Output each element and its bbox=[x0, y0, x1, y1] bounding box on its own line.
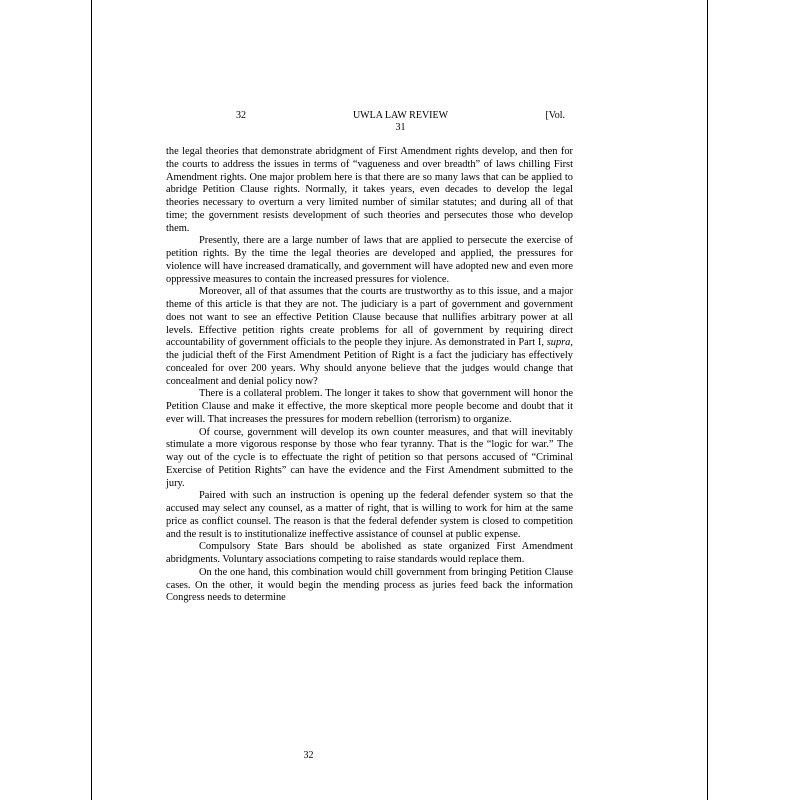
paragraph bbox=[166, 286, 573, 388]
running-header bbox=[236, 110, 565, 122]
paragraph bbox=[166, 388, 573, 426]
paragraph-text: , the judicial theft of the First Amendment Petition of Right is a fact the judiciary has effectively concealed for over 200 years. Why should anyone believe that the judges would change that concealment and denial policy now? bbox=[166, 337, 573, 387]
paragraph-text: Of course, government will develop its own counter measures, and that will inevitably stimulate a more vigorous response by those who fear tyranny. That is the “logic for war.” The way out of the cycle is to effectuate the right of petition so that persons accused of “Criminal Exercise of Petition Rights” can have the evidence and the First Amendment submitted to the jury. bbox=[166, 426, 573, 489]
paragraph-text: There is a collateral problem. The longer it takes to show that government will honor the Petition Clause and make it effective, the more skeptical more people become and doubt that it ever will. That increases the pressures for modern rebellion (terrorism) to organize. bbox=[166, 388, 573, 425]
header-volume: [Vol. bbox=[545, 110, 565, 121]
paragraph-text: the legal theories that demonstrate abridgment of First Amendment rights develop, and then for the courts to address the issues in terms of “vagueness and over breadth” of laws chilling First Amendment rights. One major problem here is that there are so many laws that can be applied to abridge Petition Clause rights. Normally, it takes years, even decades to develop the legal theories necessary to overturn a very limited number of similar statutes; and during all of that time; the government resists development of such theories and persecutes those who develop them. bbox=[166, 146, 573, 234]
sub-page-number: 31 bbox=[395, 122, 406, 133]
paragraph bbox=[166, 235, 573, 286]
italic-citation: supra bbox=[546, 337, 571, 349]
paragraph-text: Paired with such an instruction is opening up the federal defender system so that the accused may select any counsel, as a matter of right, that is willing to work for him at the same price as conflict counsel. The reason is that the federal defender system is closed to competition and the result is to institutionalize ineffective assistance of counsel at public expense. bbox=[166, 490, 573, 540]
paragraph bbox=[166, 567, 573, 605]
paragraph bbox=[166, 146, 573, 235]
paragraph-text: Compulsory State Bars should be abolished as state organized First Amendment abridgments. Voluntary associations competing to raise standards would replace them. bbox=[166, 541, 573, 565]
article-body bbox=[166, 146, 573, 605]
paragraph-text: On the one hand, this combination would chill government from bringing Petition Clause cases. On the other, it would begin the mending process as juries feed back the information Congress needs to determine bbox=[166, 566, 573, 604]
journal-title: UWLA LAW REVIEW bbox=[352, 110, 449, 121]
header-page-number: 32 bbox=[236, 110, 246, 121]
paragraph bbox=[166, 490, 573, 541]
paragraph bbox=[166, 541, 573, 567]
paragraph-text: Moreover, all of that assumes that the courts are trustworthy as to this issue, and a major theme of this article is that they are not. The judiciary is a part of government and government does not want to see an effective Petition Clause because that nullifies arbitrary power at all levels. Effective petition rights create problems for all of government by requiring direct accountability of government officials to the people they injure. As demonstrated in Part I, bbox=[166, 286, 573, 349]
footer-page-number: 32 bbox=[303, 750, 314, 761]
paragraph-text: Presently, there are a large number of laws that are applied to persecute the exercise of petition rights. By the time the legal theories are developed and applied, the pressures for violence will have increased dramatically, and government will have adopted new and even more oppressive measures to contain the increased pressures for violence. bbox=[166, 235, 573, 285]
paragraph bbox=[166, 427, 573, 491]
